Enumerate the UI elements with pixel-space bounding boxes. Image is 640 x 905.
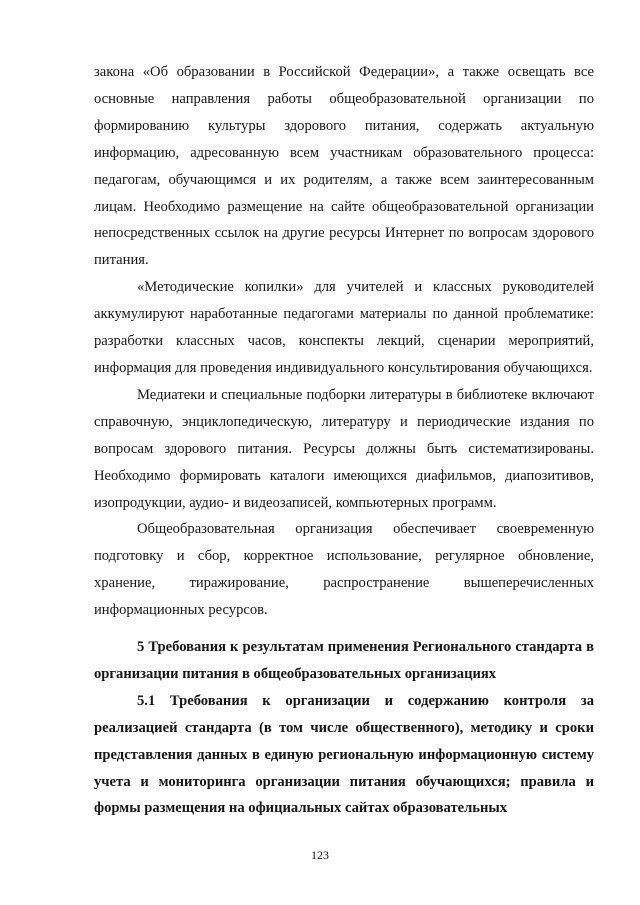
section-heading: 5 Требования к результатам применения Регионального стандарта в организации питания в общеобразовательных организациях [94,639,594,682]
page-number: 123 [311,848,329,862]
paragraph-3: Медиатеки и специальные подборки литературы в библиотеке включают справочную, энциклопедическую, литературу и периодические издания по вопросам здорового питания. Ресурсы должны быть систематизированы. Необходимо формировать каталоги имеющихся диафильмов, диапозитивов, изопродукции, аудио- и видеозаписей, компьютерных программ. [94,386,594,511]
subsection-5-1: 5.1 Требования к организации и содержанию контроля за реализацией стандарта (в том числе общественного), методику и сроки представления данных в единую региональную информационную систему учета и мониторинга организации питания обучающихся; правила и формы размещения на официальных сайтах образовательных [94,692,594,817]
paragraph-1: закона «Об образовании в Российской Федерации», а также освещать все основные направления работы общеобразовательной организации по формированию культуры здорового питания, содержать актуальную информацию, адресованную всем участникам образовательного процесса: педагогам, обучающимся и их родителям, а также всем заинтересованным лицам. Необходимо размещение на сайте общеобразовательной организации непосредственных ссылок на другие ресурсы Интернет по вопросам здорового питания. [94,64,594,269]
text-column [94,59,594,822]
paragraph-4: Общеобразовательная организация обеспечивает своевременную подготовку и сбор, корректное использование, регулярное обновление, хранение, тиражирование, распространение вышеперечисленных информационных ресурсов. [94,521,594,619]
paragraph-2: «Методические копилки» для учителей и классных руководителей аккумулируют наработанные педагогами материалы по данной проблематике: разработки классных часов, конспекты лекций, сценарии мероприятий, информация для проведения индивидуального консультирования обучающихся. [94,279,594,376]
